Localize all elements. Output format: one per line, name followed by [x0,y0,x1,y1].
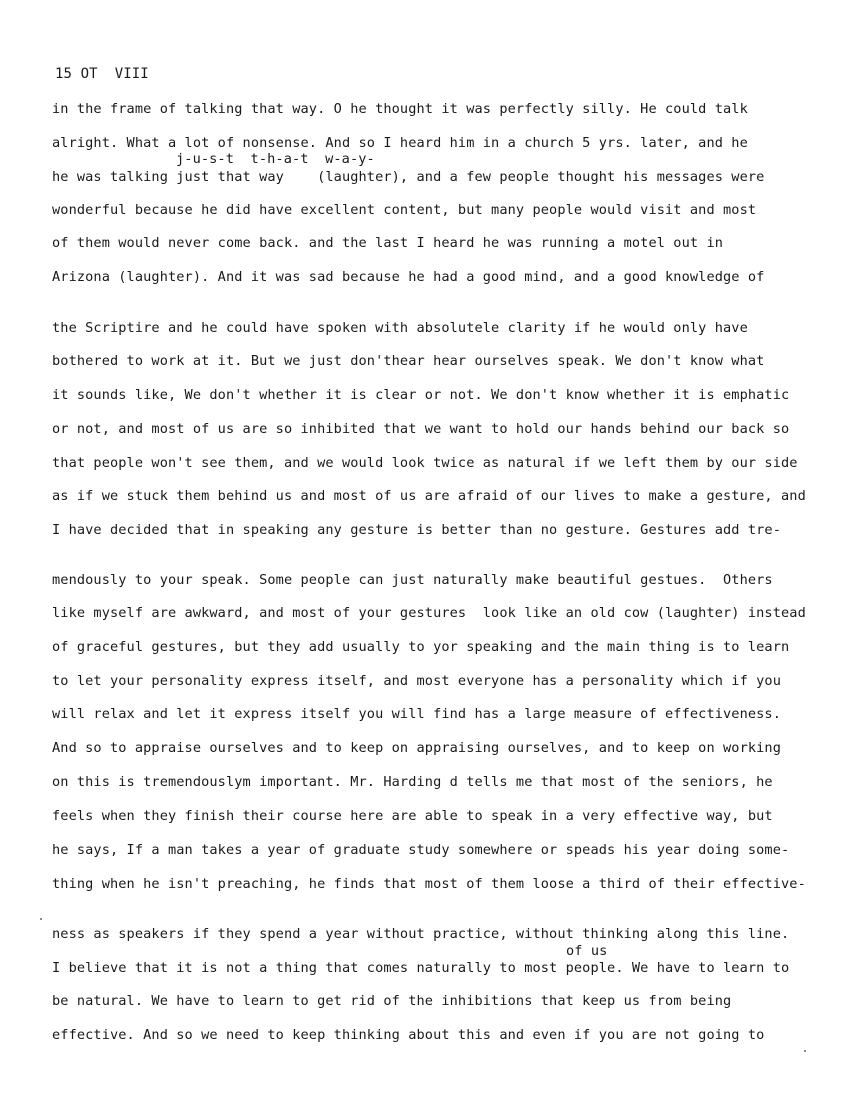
text-line-18: will relax and let it express itself you will find has a large measure of effectiveness. [52,706,782,722]
text-line-21: feels when they finish their course here are able to speak in a very effective way, but [52,808,773,824]
paper-speck [804,1050,806,1052]
text-line-10: or not, and most of us are so inhibited that we want to hold our hands behind our back so [52,421,790,437]
page-header: 15 OT VIII [55,66,149,82]
text-line-14: mendously to your speak. Some people can just naturally make beautiful gestues. Others [52,572,773,588]
text-line-8: bothered to work at it. But we just don'thear hear ourselves speak. We don't know what [52,353,765,369]
text-line-22: he says, If a man takes a year of graduate study somewhere or speads his year doing some- [52,842,790,858]
text-line-1: in the frame of talking that way. O he thought it was perfectly silly. He could talk [52,101,748,117]
text-line-5: of them would never come back. and the last I heard he was running a motel out in [52,235,724,251]
text-line-3: he was talking just that way (laughter), and a few people thought his messages were [52,169,765,185]
text-line-6: Arizona (laughter). And it was sad because he had a good mind, and a good knowledge of [52,269,765,285]
text-line-23: thing when he isn't preaching, he finds that most of them loose a third of their effective- [52,876,806,892]
text-line-16: of graceful gestures, but they add usually to yor speaking and the main thing is to learn [52,639,790,655]
interlinear-insertion-of-us: of us [566,943,608,959]
text-line-26: be natural. We have to learn to get rid of the inhibitions that keep us from being [52,993,732,1009]
text-line-15: like myself are awkward, and most of your gestures look like an old cow (laughter) instead [52,605,806,621]
text-line-27: effective. And so we need to keep thinking about this and even if you are not going to [52,1027,765,1043]
text-line-2: alright. What a lot of nonsense. And so I heard him in a church 5 yrs. later, and he [52,135,748,151]
text-line-4: wonderful because he did have excellent content, but many people would visit and most [52,202,757,218]
text-line-11: that people won't see them, and we would look twice as natural if we left them by our side [52,455,798,471]
text-line-24: ness as speakers if they spend a year without practice, without thinking along this line. [52,926,790,942]
text-line-19: And so to appraise ourselves and to keep on appraising ourselves, and to keep on working [52,740,782,756]
text-line-13: I have decided that in speaking any gesture is better than no gesture. Gestures add tre- [52,522,782,538]
text-line-9: it sounds like, We don't whether it is clear or not. We don't know whether it is emphatic [52,387,790,403]
text-line-20: on this is tremendouslym important. Mr. Harding d tells me that most of the seniors, he [52,774,773,790]
text-line-12: as if we stuck them behind us and most of us are afraid of our lives to make a gesture, and [52,488,806,504]
text-line-7: the Scriptire and he could have spoken with absolutele clarity if he would only have [52,320,748,336]
text-line-17: to let your personality express itself, and most everyone has a personality which if you [52,673,782,689]
interlinear-insertion-spelled: j-u-s-t t-h-a-t w-a-y- [176,151,375,167]
paper-speck [40,918,42,920]
text-line-25: I believe that it is not a thing that comes naturally to most people. We have to learn to [52,960,790,976]
